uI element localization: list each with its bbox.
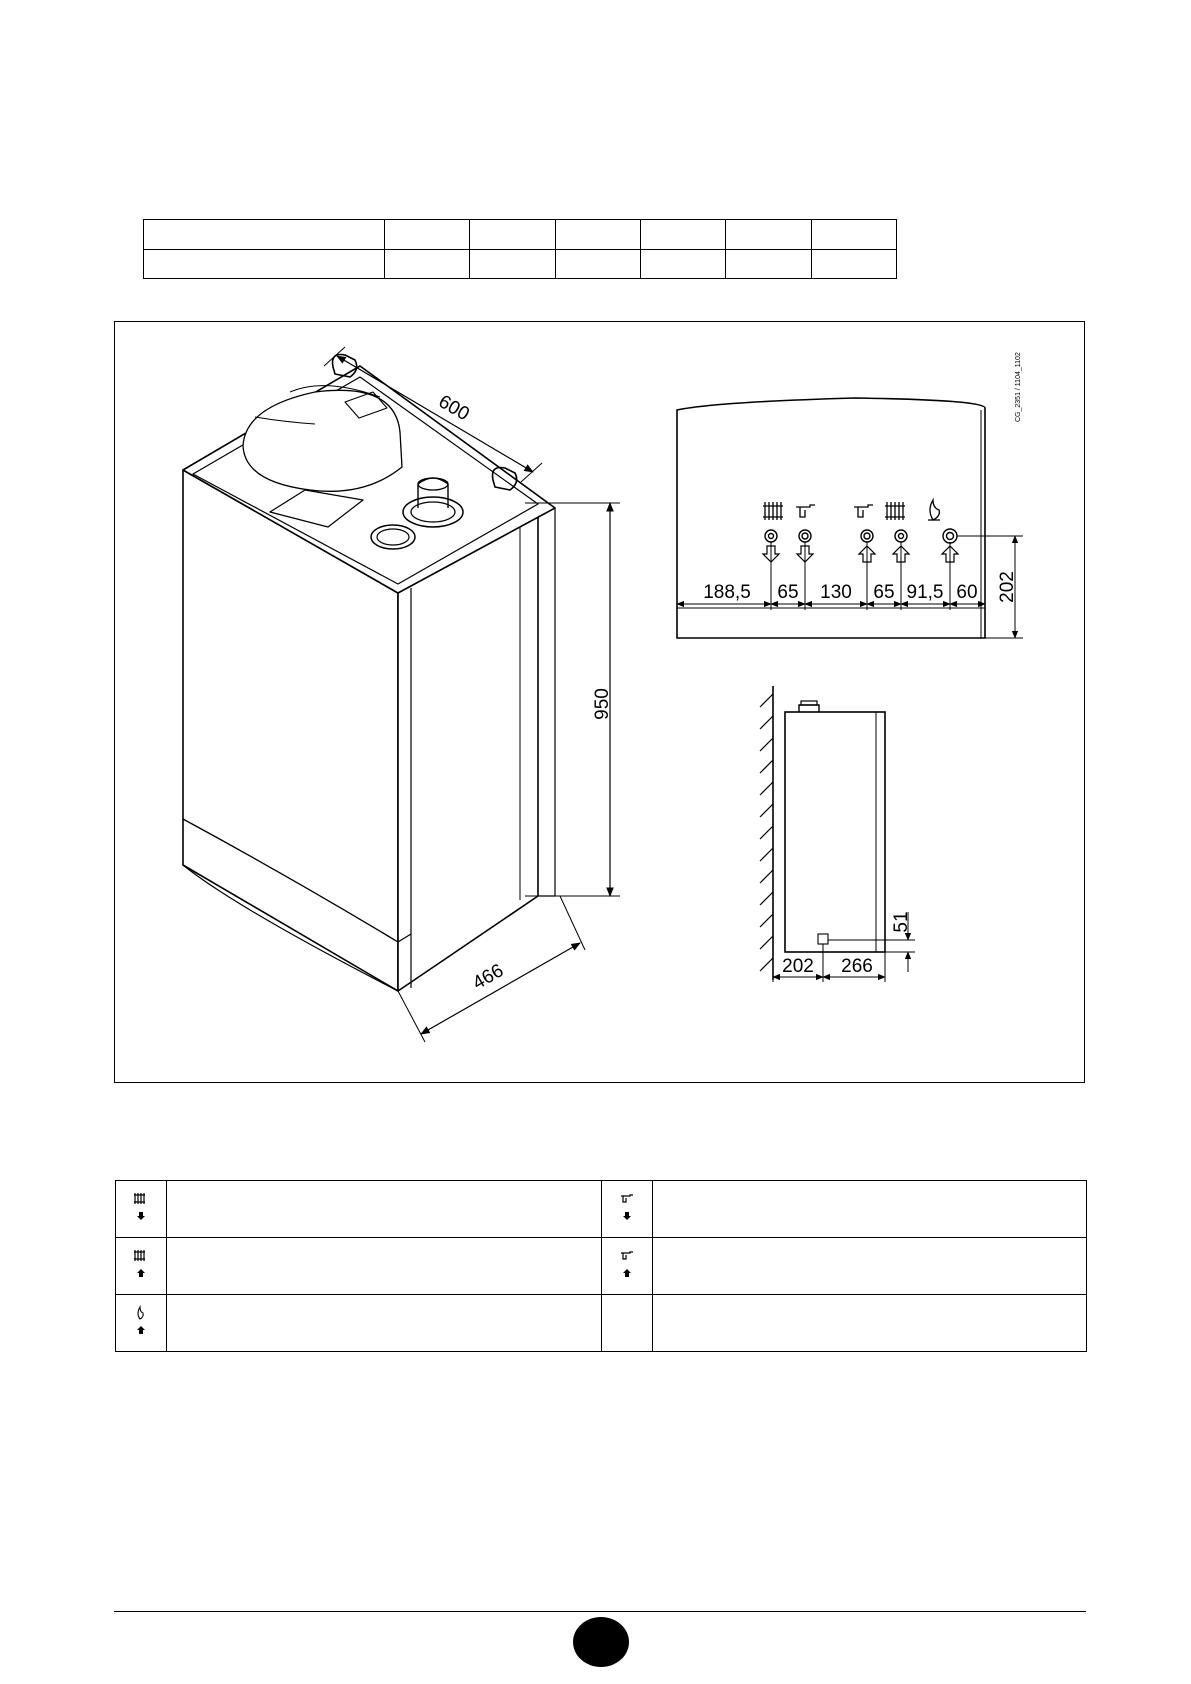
legend-row — [116, 1181, 1087, 1238]
dim-spacing-label: 188,5 — [703, 582, 751, 603]
legend-row — [116, 1295, 1087, 1352]
legend-icon-cell — [116, 1181, 167, 1238]
spec-table — [143, 219, 897, 279]
dim-side-bottom-label: 51 — [891, 911, 912, 933]
legend-text-cell — [652, 1181, 1087, 1238]
spec-cell — [470, 220, 555, 250]
legend-icon-cell — [601, 1181, 652, 1238]
boiler-side-view — [760, 686, 915, 982]
spec-cell — [385, 249, 470, 279]
spec-cell — [811, 249, 896, 279]
footer-rule — [114, 1611, 1086, 1612]
dim-spacing-label: 65 — [873, 582, 895, 603]
legend-row — [116, 1238, 1087, 1295]
spec-table-row — [144, 249, 897, 279]
spec-cell — [726, 249, 811, 279]
dim-width-label: 600 — [434, 391, 473, 426]
legend-text-cell — [167, 1181, 602, 1238]
dim-connection-height-label: 202 — [997, 571, 1018, 603]
spec-cell — [555, 220, 640, 250]
dim-wall-offset-label: 202 — [782, 956, 814, 977]
spec-cell — [144, 249, 385, 279]
spec-cell — [640, 249, 725, 279]
legend-icon-cell — [116, 1238, 167, 1295]
boiler-drawing — [115, 322, 1086, 1084]
boiler-isometric-view — [183, 355, 555, 995]
dim-side-depth-label: 266 — [841, 956, 873, 977]
dim-spacing-label: 130 — [820, 582, 852, 603]
cold-water-inlet-icon — [617, 1247, 637, 1281]
spec-cell — [144, 220, 385, 250]
legend-icon-cell — [601, 1238, 652, 1295]
dim-depth-label: 466 — [469, 960, 508, 995]
spec-cell — [470, 249, 555, 279]
radiator-return-icon — [131, 1247, 151, 1281]
spec-cell — [555, 249, 640, 279]
drawing-code: CG_2351 / 1104_1102 — [1015, 352, 1022, 422]
dim-spacing-label: 91,5 — [906, 582, 944, 603]
legend-text-cell — [652, 1238, 1087, 1295]
spec-table-row — [144, 220, 897, 250]
dim-height-label: 950 — [592, 688, 613, 720]
dim-spacing-label: 65 — [777, 582, 799, 603]
legend-icon-cell — [116, 1295, 167, 1352]
page-number-badge — [573, 1617, 629, 1667]
spec-cell — [726, 220, 811, 250]
spec-cell — [811, 220, 896, 250]
spec-cell — [640, 220, 725, 250]
hot-water-outlet-icon — [617, 1190, 637, 1224]
dim-spacing-label: 60 — [956, 582, 978, 603]
spec-cell — [385, 220, 470, 250]
radiator-flow-icon — [131, 1190, 151, 1224]
legend-icon-cell — [601, 1295, 652, 1352]
drawing-frame — [114, 321, 1085, 1083]
gas-inlet-icon — [131, 1304, 151, 1338]
legend-text-cell — [167, 1295, 602, 1352]
dimension-height — [525, 503, 620, 896]
boiler-bottom-view — [677, 398, 1023, 638]
legend-text-cell — [652, 1295, 1087, 1352]
legend-text-cell — [167, 1238, 602, 1295]
legend-table — [115, 1180, 1087, 1352]
